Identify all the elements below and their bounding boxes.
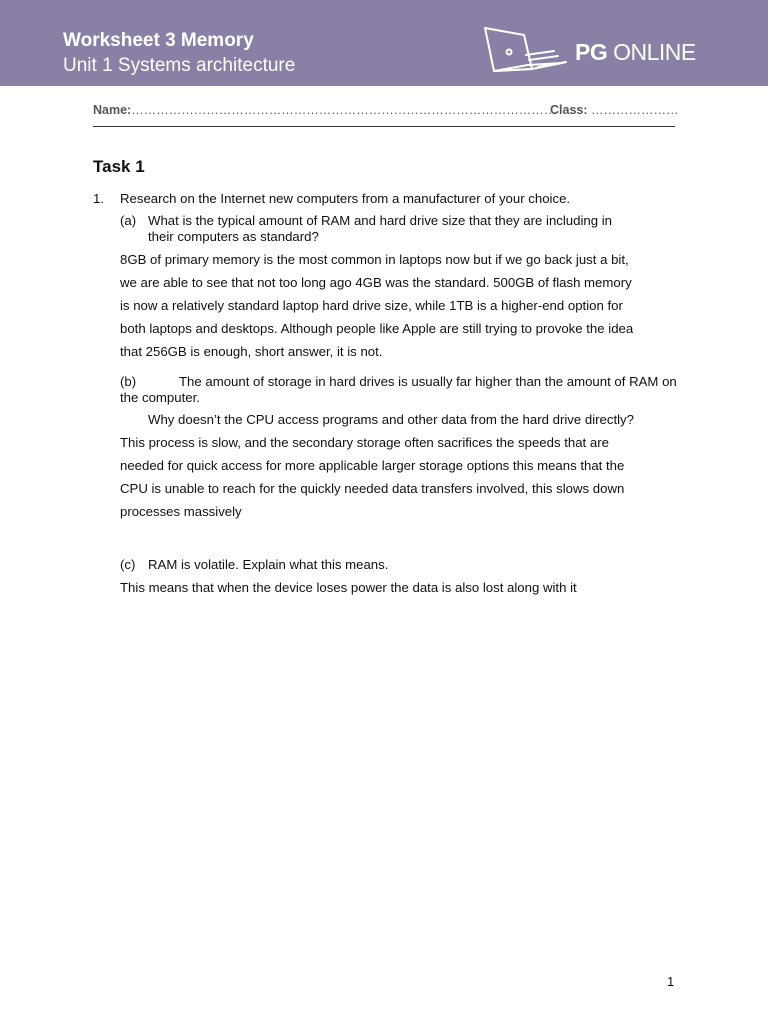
answer-line: we are able to see that not too long ago 4GB was the standard. 500GB of flash memory — [120, 275, 632, 290]
part-a-question-line: What is the typical amount of RAM and hard drive size that they are including in — [148, 213, 612, 228]
logo-wordmark: PG ONLINE — [575, 39, 696, 65]
part-a-question-line: their computers as standard? — [148, 229, 319, 244]
question-text: Research on the Internet new computers from a manufacturer of your choice. — [120, 191, 571, 206]
answer-line: needed for quick access for more applicable larger storage options this means that the — [120, 458, 625, 473]
answer-line: This means that when the device loses power the data is also lost along with it — [120, 580, 577, 595]
answer-line: CPU is unable to reach for the quickly needed data transfers involved, this slows down — [120, 481, 625, 496]
part-c-question: RAM is volatile. Explain what this means. — [148, 557, 389, 572]
task-heading: Task 1 — [93, 157, 145, 176]
part-c-marker: (c) — [120, 557, 136, 572]
worksheet-title: Worksheet 3 Memory — [63, 30, 254, 51]
answer-line: both laptops and desktops. Although people like Apple are still trying to provoke the idea — [120, 321, 634, 336]
part-b-question-line: Why doesn’t the CPU access programs and other data from the hard drive directly? — [148, 412, 634, 427]
answer-line: that 256GB is enough, short answer, it is not. — [120, 344, 383, 359]
answer-line: processes massively — [120, 504, 242, 519]
part-b-question-line: the computer. — [120, 390, 200, 405]
part-a-marker: (a) — [120, 213, 137, 228]
laptop-icon — [482, 25, 572, 77]
class-dots: ………………… — [591, 103, 679, 117]
class-label: Class: — [550, 103, 588, 117]
answer-line: 8GB of primary memory is the most common in laptops now but if we go back just a bit, — [120, 252, 629, 267]
part-b-question-line: The amount of storage in hard drives is usually far higher than the amount of RAM on — [179, 374, 677, 389]
unit-subtitle: Unit 1 Systems architecture — [63, 55, 296, 76]
answer-line: is now a relatively standard laptop hard drive size, while 1TB is a higher-end option for — [120, 298, 623, 313]
question-number: 1. — [93, 191, 104, 206]
name-dots: ………………………………………………………………………………………… — [131, 103, 557, 117]
name-class-line — [93, 103, 683, 117]
pg-online-logo — [482, 25, 702, 77]
page-header — [0, 0, 768, 86]
name-label: Name: — [93, 103, 132, 117]
answer-line: This process is slow, and the secondary storage often sacrifices the speeds that are — [120, 435, 609, 450]
header-divider — [93, 126, 675, 127]
part-b-marker: (b) — [120, 374, 137, 389]
page-number: 1 — [667, 974, 675, 989]
